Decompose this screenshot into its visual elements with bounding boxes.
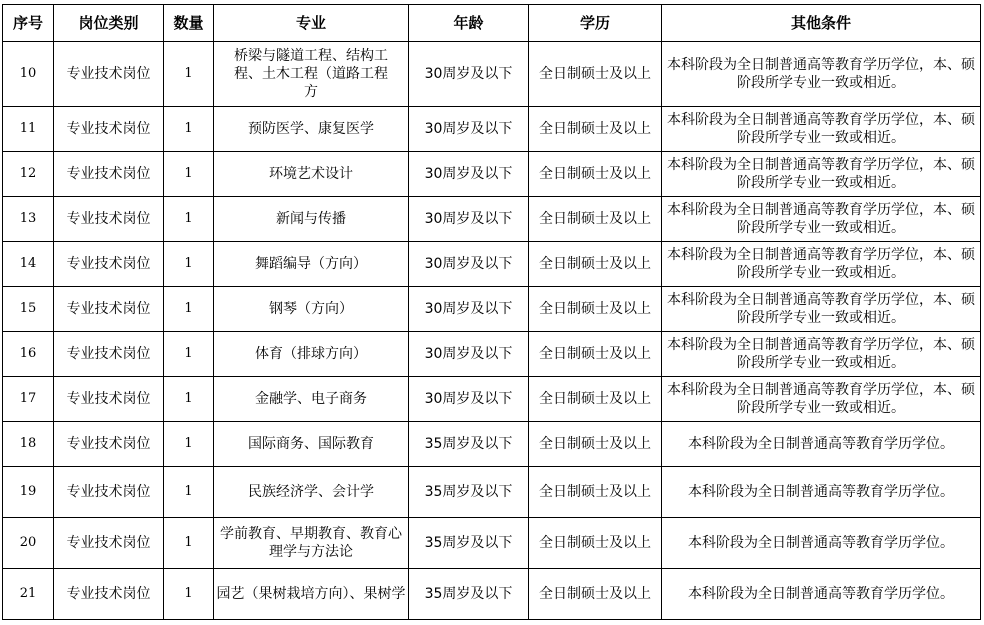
cell-age: 30周岁及以下 <box>409 152 529 197</box>
cell-category: 专业技术岗位 <box>54 518 164 569</box>
cell-major: 国际商务、国际教育 <box>214 422 409 467</box>
cell-seq: 14 <box>3 242 54 287</box>
cell-major: 体育（排球方向） <box>214 332 409 377</box>
cell-age: 30周岁及以下 <box>409 107 529 152</box>
cell-category: 专业技术岗位 <box>54 42 164 107</box>
header-seq: 序号 <box>3 5 54 42</box>
cell-other: 本科阶段为全日制普通高等教育学历学位，本、硕阶段所学专业一致或相近。 <box>662 332 981 377</box>
cell-education: 全日制硕士及以上 <box>529 422 662 467</box>
cell-education: 全日制硕士及以上 <box>529 569 662 620</box>
cell-major: 金融学、电子商务 <box>214 377 409 422</box>
cell-count: 1 <box>164 422 214 467</box>
cell-seq: 12 <box>3 152 54 197</box>
cell-seq: 15 <box>3 287 54 332</box>
table-row <box>3 422 981 467</box>
cell-education: 全日制硕士及以上 <box>529 332 662 377</box>
cell-seq: 20 <box>3 518 54 569</box>
cell-category: 专业技术岗位 <box>54 197 164 242</box>
cell-other: 本科阶段为全日制普通高等教育学历学位。 <box>662 569 981 620</box>
cell-age: 30周岁及以下 <box>409 242 529 287</box>
table-row <box>3 467 981 518</box>
cell-age: 30周岁及以下 <box>409 42 529 107</box>
header-education: 学历 <box>529 5 662 42</box>
cell-age: 30周岁及以下 <box>409 377 529 422</box>
cell-category: 专业技术岗位 <box>54 332 164 377</box>
cell-seq: 13 <box>3 197 54 242</box>
cell-other: 本科阶段为全日制普通高等教育学历学位，本、硕阶段所学专业一致或相近。 <box>662 42 981 107</box>
cell-major: 民族经济学、会计学 <box>214 467 409 518</box>
cell-major: 学前教育、早期教育、教育心理学与方法论 <box>214 518 409 569</box>
cell-education: 全日制硕士及以上 <box>529 152 662 197</box>
cell-count: 1 <box>164 569 214 620</box>
cell-count: 1 <box>164 152 214 197</box>
cell-category: 专业技术岗位 <box>54 152 164 197</box>
cell-major: 园艺（果树栽培方向）、果树学 <box>214 569 409 620</box>
cell-count: 1 <box>164 518 214 569</box>
cell-count: 1 <box>164 197 214 242</box>
cell-education: 全日制硕士及以上 <box>529 377 662 422</box>
cell-age: 35周岁及以下 <box>409 518 529 569</box>
header-age: 年龄 <box>409 5 529 42</box>
recruitment-table <box>2 4 981 620</box>
cell-age: 30周岁及以下 <box>409 197 529 242</box>
cell-age: 35周岁及以下 <box>409 569 529 620</box>
table-row <box>3 107 981 152</box>
cell-count: 1 <box>164 287 214 332</box>
cell-category: 专业技术岗位 <box>54 467 164 518</box>
cell-major: 桥梁与隧道工程、结构工程、土木工程（道路工程方 <box>214 42 409 107</box>
cell-other: 本科阶段为全日制普通高等教育学历学位。 <box>662 422 981 467</box>
cell-seq: 11 <box>3 107 54 152</box>
cell-other: 本科阶段为全日制普通高等教育学历学位，本、硕阶段所学专业一致或相近。 <box>662 242 981 287</box>
cell-education: 全日制硕士及以上 <box>529 107 662 152</box>
cell-seq: 18 <box>3 422 54 467</box>
cell-education: 全日制硕士及以上 <box>529 242 662 287</box>
header-row <box>3 5 981 42</box>
cell-other: 本科阶段为全日制普通高等教育学历学位。 <box>662 518 981 569</box>
cell-category: 专业技术岗位 <box>54 107 164 152</box>
cell-other: 本科阶段为全日制普通高等教育学历学位。 <box>662 467 981 518</box>
cell-major: 预防医学、康复医学 <box>214 107 409 152</box>
table-row <box>3 242 981 287</box>
cell-count: 1 <box>164 242 214 287</box>
cell-age: 30周岁及以下 <box>409 287 529 332</box>
table-row <box>3 332 981 377</box>
cell-major: 钢琴（方向） <box>214 287 409 332</box>
table-row <box>3 152 981 197</box>
cell-age: 30周岁及以下 <box>409 332 529 377</box>
cell-major: 环境艺术设计 <box>214 152 409 197</box>
cell-seq: 17 <box>3 377 54 422</box>
header-other: 其他条件 <box>662 5 981 42</box>
table-row <box>3 197 981 242</box>
header-major: 专业 <box>214 5 409 42</box>
cell-education: 全日制硕士及以上 <box>529 467 662 518</box>
cell-education: 全日制硕士及以上 <box>529 287 662 332</box>
table-row <box>3 42 981 107</box>
cell-age: 35周岁及以下 <box>409 422 529 467</box>
cell-count: 1 <box>164 467 214 518</box>
cell-major: 舞蹈编导（方向） <box>214 242 409 287</box>
cell-education: 全日制硕士及以上 <box>529 518 662 569</box>
cell-other: 本科阶段为全日制普通高等教育学历学位，本、硕阶段所学专业一致或相近。 <box>662 377 981 422</box>
cell-age: 35周岁及以下 <box>409 467 529 518</box>
cell-other: 本科阶段为全日制普通高等教育学历学位，本、硕阶段所学专业一致或相近。 <box>662 152 981 197</box>
cell-seq: 10 <box>3 42 54 107</box>
cell-other: 本科阶段为全日制普通高等教育学历学位，本、硕阶段所学专业一致或相近。 <box>662 287 981 332</box>
header-category: 岗位类别 <box>54 5 164 42</box>
cell-category: 专业技术岗位 <box>54 287 164 332</box>
cell-seq: 16 <box>3 332 54 377</box>
cell-seq: 21 <box>3 569 54 620</box>
cell-seq: 19 <box>3 467 54 518</box>
cell-count: 1 <box>164 377 214 422</box>
cell-education: 全日制硕士及以上 <box>529 42 662 107</box>
table-row <box>3 287 981 332</box>
cell-category: 专业技术岗位 <box>54 377 164 422</box>
cell-category: 专业技术岗位 <box>54 569 164 620</box>
table-row <box>3 569 981 620</box>
cell-category: 专业技术岗位 <box>54 242 164 287</box>
cell-count: 1 <box>164 42 214 107</box>
table-row <box>3 377 981 422</box>
cell-other: 本科阶段为全日制普通高等教育学历学位，本、硕阶段所学专业一致或相近。 <box>662 197 981 242</box>
cell-count: 1 <box>164 107 214 152</box>
cell-other: 本科阶段为全日制普通高等教育学历学位，本、硕阶段所学专业一致或相近。 <box>662 107 981 152</box>
table-row <box>3 518 981 569</box>
cell-major: 新闻与传播 <box>214 197 409 242</box>
cell-count: 1 <box>164 332 214 377</box>
cell-education: 全日制硕士及以上 <box>529 197 662 242</box>
cell-category: 专业技术岗位 <box>54 422 164 467</box>
header-count: 数量 <box>164 5 214 42</box>
